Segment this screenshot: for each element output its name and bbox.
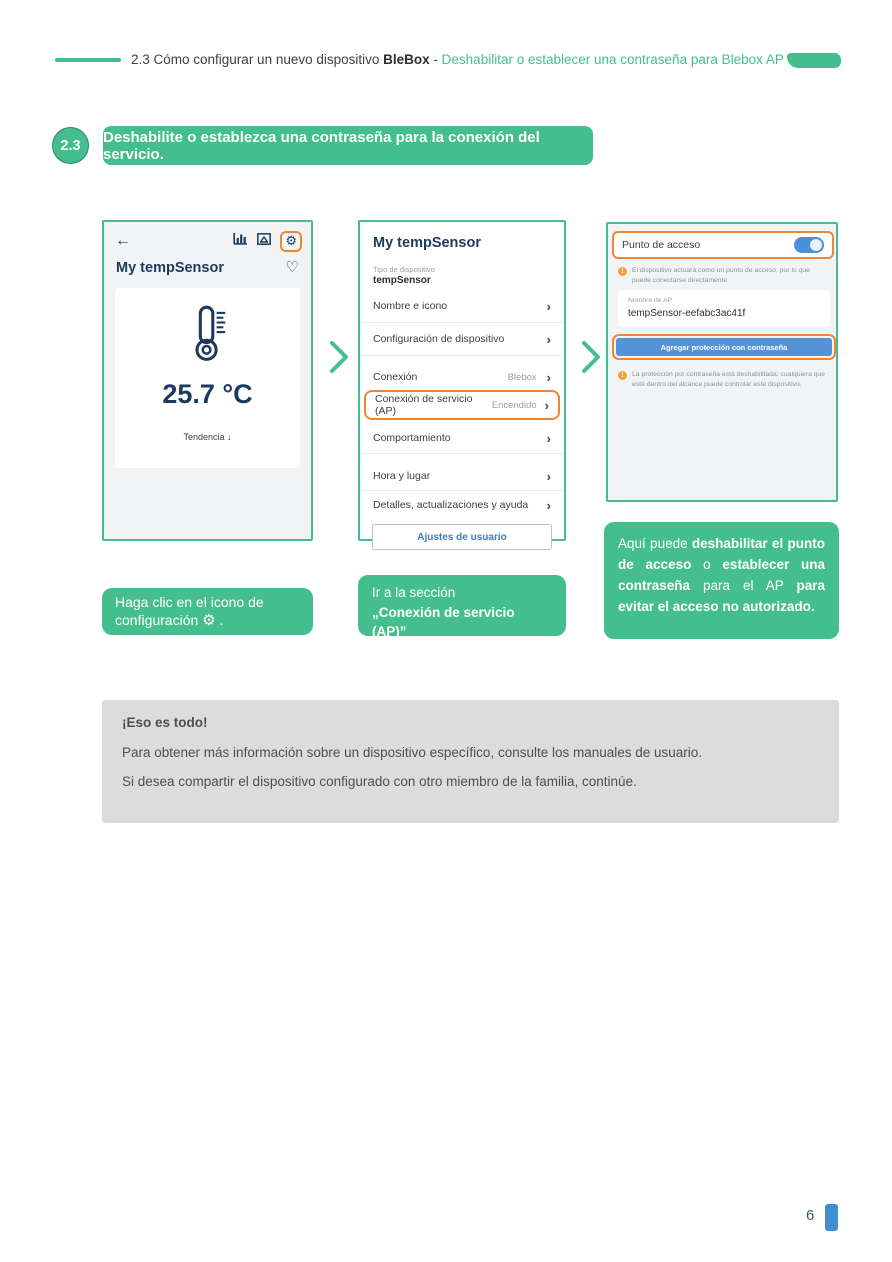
settings-row-connection[interactable] <box>360 365 564 389</box>
settings-title: My tempSensor <box>373 235 481 251</box>
caption-section-name: „Conexión de servicio (AP)” <box>372 604 515 640</box>
ap-info-top-text: El dispositivo actuará como un punto de acceso, por lo que puede conectarse directamente <box>632 267 810 285</box>
chevron-right-icon: › <box>546 331 551 347</box>
settings-row-name-icon[interactable] <box>360 290 564 323</box>
chevron-right-icon: › <box>546 298 551 314</box>
chevron-right-icon: › <box>546 468 551 484</box>
thermometer-icon <box>185 304 231 369</box>
temperature-value: 25.7 °C <box>162 379 253 409</box>
trend-down-icon: ↓ <box>227 432 232 442</box>
gear-icon[interactable]: ⚙ <box>285 232 297 248</box>
caption-text-bold: deshabilitar el punto de acceso <box>618 536 825 572</box>
settings-row-time-place[interactable] <box>360 462 564 491</box>
caption-text: Aquí puede <box>618 536 692 551</box>
section-spacer <box>360 454 564 462</box>
row-label: Hora y lugar <box>373 470 431 482</box>
ap-info-bottom <box>618 370 826 390</box>
caption-text: para el AP <box>690 577 797 593</box>
page-number: 6 <box>806 1207 815 1224</box>
header-corner-pill <box>787 53 841 68</box>
row-label: Comportamiento <box>373 432 451 444</box>
brand-name: BleBox <box>383 52 430 67</box>
sensor-card <box>115 288 300 468</box>
row-label: Detalles, actualizaciones y ayuda <box>373 499 529 511</box>
caption-text: configuración <box>115 611 203 628</box>
phone1-topbar-icons <box>233 231 302 252</box>
settings-row-details-help[interactable] <box>360 491 564 519</box>
screenshot-settings-view <box>358 220 566 541</box>
caption-text-bold: para evitar el acceso no autorizado. <box>618 577 825 614</box>
step-instruction: Deshabilite o establezca una contraseña para la conexión del servicio. <box>103 126 593 165</box>
chevron-right-icon: › <box>546 369 551 385</box>
caption-go-to-section <box>358 575 566 640</box>
caption-text: Haga clic en el icono de <box>115 594 264 610</box>
ap-toggle[interactable] <box>794 237 824 253</box>
gear-icon-highlight <box>280 231 302 252</box>
device-title: My tempSensor <box>116 260 224 276</box>
trend-label <box>183 432 231 442</box>
password-button-highlight <box>612 334 836 360</box>
page-title-section: Deshabilitar o establecer una contraseña para Blebox AP <box>441 52 784 67</box>
access-point-row-highlighted[interactable] <box>612 231 834 259</box>
page-title-separator: - <box>429 52 442 67</box>
warning-icon: ! <box>618 267 627 276</box>
chevron-right-icon: › <box>544 397 549 413</box>
summary-title: ¡Eso es todo! <box>122 715 208 730</box>
caption-text: Ir a la sección <box>372 585 456 600</box>
summary-line: Para obtener más información sobre un dispositivo específico, consulte los manuales de usuario. <box>122 745 703 760</box>
bookmark-icon <box>825 1204 838 1231</box>
ap-info-bottom-text: La protección por contraseña está deshabilitada: cualquiera que esté dentro del alcance puede controlar este dispositivo. <box>632 371 826 389</box>
screenshot-ap-view <box>606 222 838 502</box>
caption-disable-or-password <box>604 522 839 639</box>
row-label: Conexión de servicio (AP) <box>375 393 473 417</box>
settings-row-device-config[interactable] <box>360 323 564 356</box>
row-label: Configuración de dispositivo <box>373 333 505 345</box>
header-rule <box>55 58 121 62</box>
row-label: Conexión <box>373 371 418 383</box>
heart-icon[interactable]: ♡ <box>285 259 299 276</box>
page-title <box>131 52 784 67</box>
settings-row-service-connection-highlighted[interactable] <box>364 390 560 420</box>
page-title-prefix: 2.3 Cómo configurar un nuevo dispositivo <box>131 52 384 67</box>
next-step-arrow-icon <box>326 338 352 381</box>
gear-icon: ⚙ <box>202 611 216 629</box>
warning-icon: ! <box>618 371 627 380</box>
trend-text: Tendencia <box>183 432 225 442</box>
phone1-topbar <box>115 230 302 252</box>
ap-info-top <box>618 266 826 286</box>
row-value: Encendido <box>491 399 537 411</box>
ap-name-value: tempSensor-eefabc3ac41f <box>628 308 746 319</box>
user-settings-button[interactable]: Ajustes de usuario <box>372 524 552 550</box>
device-type-label: Tipo de dispositivo <box>373 265 435 274</box>
row-label: Nombre e icono <box>373 300 448 312</box>
caption-click-gear <box>102 588 313 635</box>
step-number-badge: 2.3 <box>52 127 89 164</box>
section-spacer <box>360 356 564 365</box>
caption-text-bold: establecer una contraseña <box>618 556 826 593</box>
image-icon[interactable] <box>257 232 271 250</box>
caption-text: o <box>691 556 723 572</box>
back-arrow-icon[interactable]: ← <box>115 232 131 249</box>
ap-name-label: Nombre de AP <box>628 297 673 304</box>
add-password-button[interactable]: Agregar protección con contraseña <box>616 338 832 356</box>
ap-name-card <box>618 290 830 327</box>
chevron-right-icon: › <box>546 430 551 446</box>
summary-box <box>102 700 839 823</box>
settings-list <box>360 290 564 550</box>
caption-text: . <box>215 611 224 628</box>
access-point-label: Punto de acceso <box>622 239 701 251</box>
device-type-value: tempSensor <box>373 275 431 286</box>
row-value: Blebox <box>507 371 537 383</box>
screenshot-device-view <box>102 220 313 541</box>
next-step-arrow-icon <box>578 338 604 381</box>
chart-icon[interactable] <box>233 232 248 250</box>
summary-line: Si desea compartir el dispositivo configurado con otro miembro de la familia, continúe. <box>122 774 637 789</box>
chevron-right-icon: › <box>546 497 551 513</box>
settings-row-behavior[interactable] <box>360 423 564 454</box>
